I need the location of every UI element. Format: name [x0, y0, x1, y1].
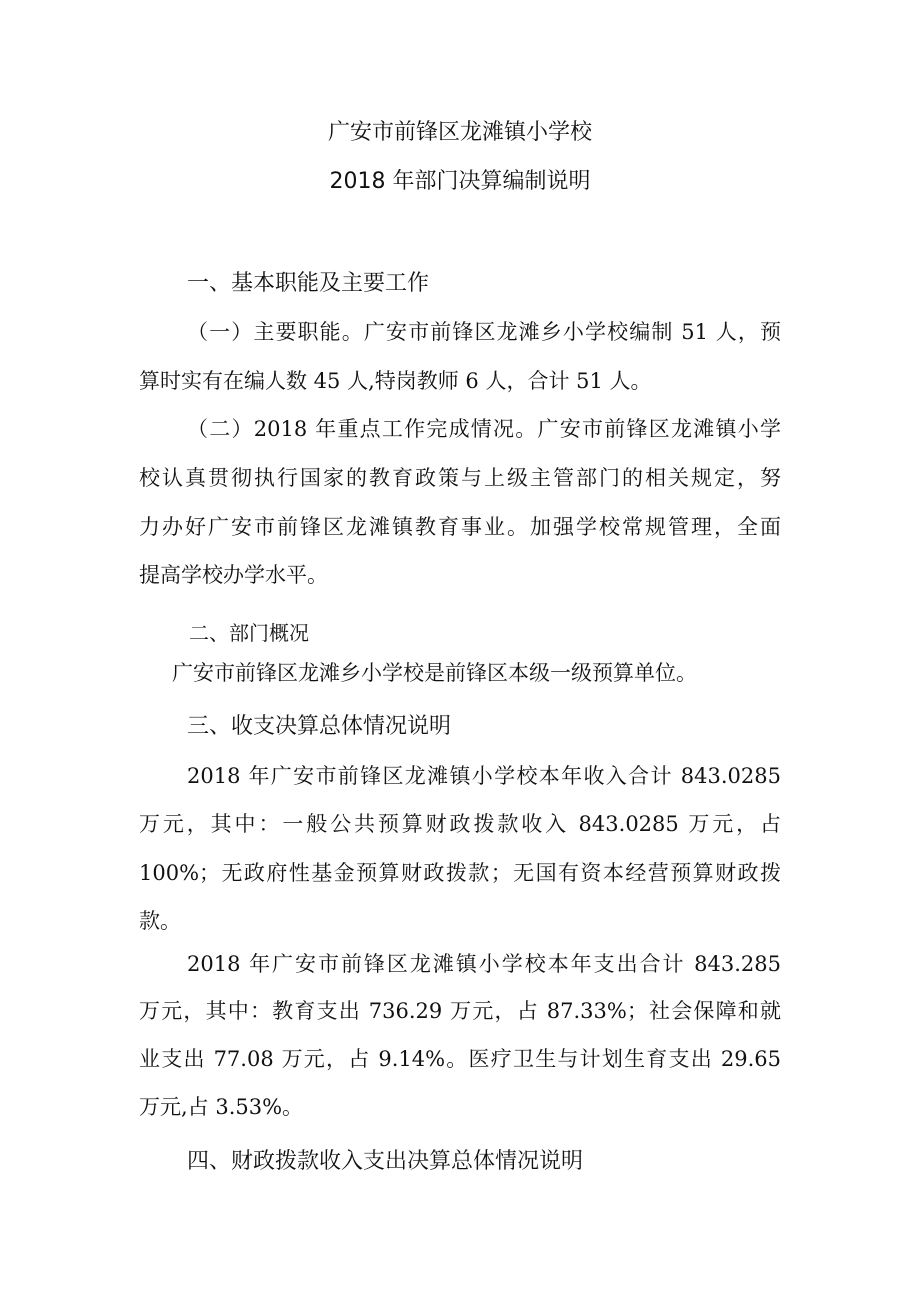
section2-heading: 二、部门概况	[189, 621, 309, 645]
section1-para1-line: 算时实有在编人数 45 人,特岗教师 6 人，合计 51 人。	[139, 369, 652, 393]
document-title: 广安市前锋区龙滩镇小学校	[327, 120, 592, 145]
section3-para2-line: 业支出 77.08 万元，占 9.14%。医疗卫生与计划生育支出 29.65	[139, 1047, 781, 1071]
section1-para2-line: 力办好广安市前锋区龙滩镇教育事业。加强学校常规管理，全面	[139, 515, 781, 539]
section3-para1-line: 款。	[139, 909, 181, 933]
section4-heading: 四、财政拨款收入支出决算总体情况说明	[187, 1149, 584, 1174]
document-subtitle: 2018 年部门决算编制说明	[329, 169, 591, 194]
section3-para1-line: 2018 年广安市前锋区龙滩镇小学校本年收入合计 843.0285	[187, 764, 781, 788]
section3-heading: 三、收支决算总体情况说明	[187, 714, 452, 739]
section1-heading: 一、基本职能及主要工作	[187, 271, 430, 296]
section3-para2-line: 万元，其中：教育支出 736.29 万元，占 87.33%；社会保障和就	[139, 999, 781, 1023]
section3-para2-line: 万元,占 3.53%。	[139, 1095, 304, 1119]
section3-para1-line: 万元，其中：一般公共预算财政拨款收入 843.0285 万元，占	[139, 812, 781, 836]
section1-para2-line: （二）2018 年重点工作完成情况。广安市前锋区龙滩镇小学	[187, 417, 781, 441]
section2-paragraph: 广安市前锋区龙滩乡小学校是前锋区本级一级预算单位。	[172, 661, 697, 685]
section3-para2-line: 2018 年广安市前锋区龙滩镇小学校本年支出合计 843.285	[187, 952, 781, 976]
section1-para1-line: （一）主要职能。广安市前锋区龙滩乡小学校编制 51 人，预	[187, 320, 781, 344]
section1-para2-line: 校认真贯彻执行国家的教育政策与上级主管部门的相关规定，努	[139, 466, 781, 490]
section3-para1-line: 100%；无政府性基金预算财政拨款；无国有资本经营预算财政拨	[139, 861, 781, 885]
section1-para2-line: 提高学校办学水平。	[139, 563, 328, 587]
